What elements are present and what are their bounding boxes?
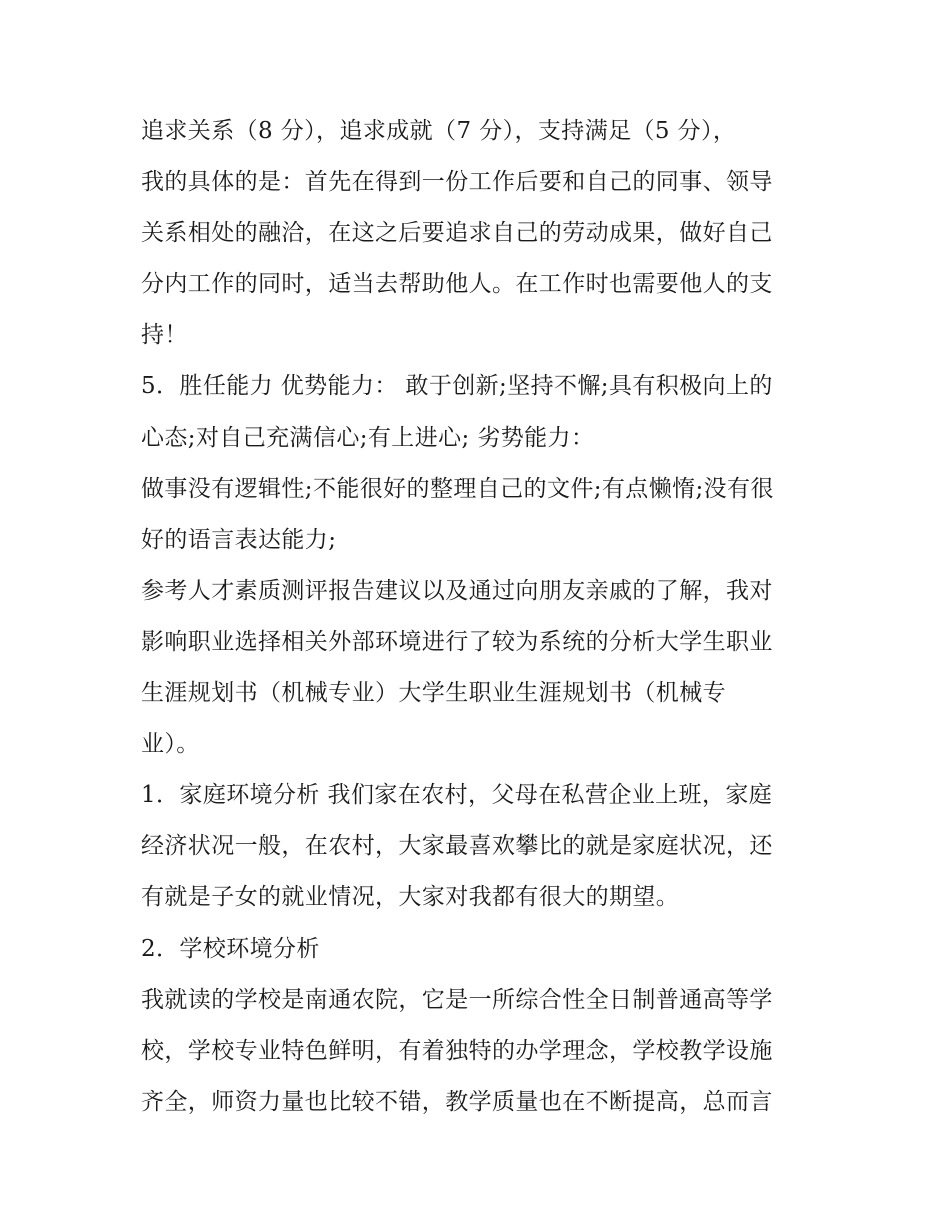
text-line: 我的具体的是：首先在得到一份工作后要和自己的同事、领导 <box>141 169 773 196</box>
text-line: 齐全，师资力量也比较不错，教学质量也在不断提高，总而言 <box>141 1088 773 1115</box>
text-line: 我就读的学校是南通农院，它是一所综合性全日制普通高等学 <box>141 986 773 1013</box>
text-line: 好的语言表达能力; <box>141 526 337 553</box>
text-line: 校，学校专业特色鲜明，有着独特的办学理念，学校教学设施 <box>141 1037 773 1064</box>
text-line: 分内工作的同时，适当去帮助他人。在工作时也需要他人的支 <box>141 271 773 298</box>
text-line: 参考人才素质测评报告建议以及通过向朋友亲戚的了解，我对 <box>141 577 773 604</box>
text-line: 经济状况一般，在农村，大家最喜欢攀比的就是家庭状况，还 <box>141 833 773 860</box>
text-line: 持！ <box>141 322 188 349</box>
text-line: 追求关系（8 分），追求成就（7 分），支持满足（5 分）， <box>141 118 737 144</box>
text-line: 业）。 <box>141 731 200 758</box>
text-line: 有就是子女的就业情况，大家对我都有很大的期望。 <box>141 884 680 911</box>
text-line: 2．学校环境分析 <box>141 935 320 962</box>
text-line: 做事没有逻辑性;不能很好的整理自己的文件;有点懒惰;没有很 <box>141 475 774 502</box>
document-body <box>141 106 821 1128</box>
text-line: 5．胜任能力 优势能力： 敢于创新;坚持不懈;具有积极向上的 <box>141 373 773 400</box>
text-line: 影响职业选择相关外部环境进行了较为系统的分析大学生职业 <box>141 628 773 655</box>
text-line: 关系相处的融洽，在这之后要追求自己的劳动成果，做好自己 <box>141 220 773 247</box>
text-line: 生涯规划书（机械专业）大学生职业生涯规划书（机械专 <box>141 680 726 707</box>
text-line: 心态;对自己充满信心;有上进心; 劣势能力： <box>141 424 595 451</box>
text-line: 1．家庭环境分析 我们家在农村，父母在私营企业上班，家庭 <box>141 782 773 809</box>
